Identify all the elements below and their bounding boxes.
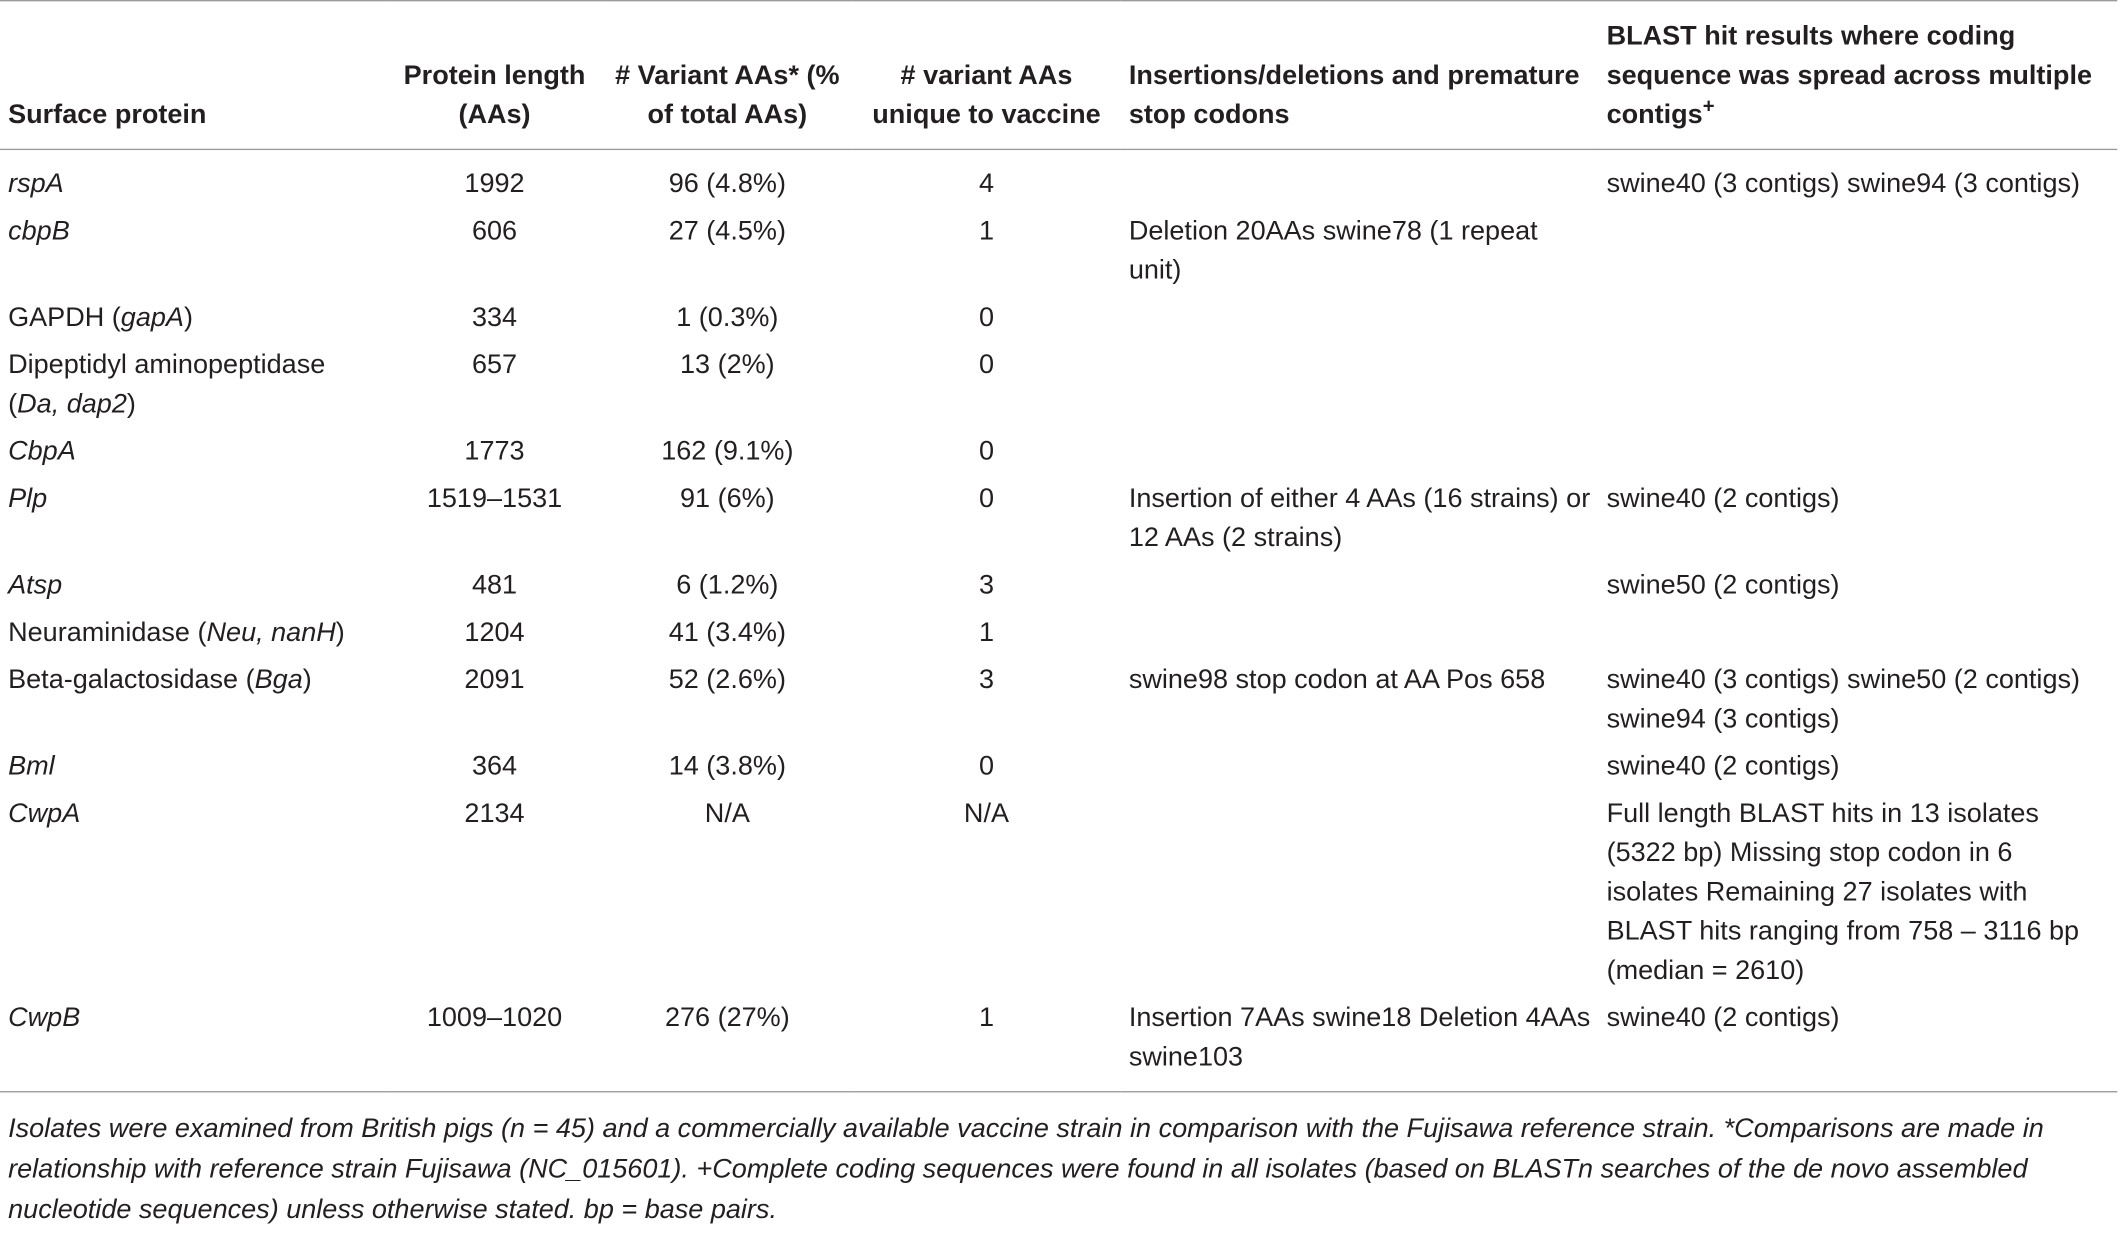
table-row (0, 342, 2117, 429)
table-row (0, 208, 2117, 295)
cell-variants: 41 (3.4%) (668, 617, 786, 648)
cell-variants: 13 (2%) (679, 350, 775, 380)
cell-blast: Full length BLAST hits in 13 isolates (5322 bp) Missing stop codon in 6 isolates Remaining 27 isolates with BLAST hits ranging from 758 – 3116 bp (median = 2610) (1606, 799, 2080, 986)
cell-length: 2091 (464, 665, 525, 695)
table-row (0, 476, 2117, 563)
cell-length: 2134 (464, 799, 525, 829)
cell-name: Dipeptidyl aminopeptidase (Da, dap2) (8, 350, 326, 420)
cell-indels: Insertion of either 4 AAs (16 strains) or 12 AAs (2 strains) (1128, 484, 1591, 553)
cell-name: Atsp (8, 570, 63, 601)
cell-unique: 0 (978, 484, 994, 514)
cell-variants: 1 (0.3%) (676, 302, 779, 333)
cell-name: Bml (8, 751, 55, 782)
header-blast-marker: + (1702, 95, 1715, 119)
header-unique-to-vaccine: # variant AAs unique to vaccine (852, 1, 1120, 150)
cell-length: 1992 (464, 169, 525, 199)
cell-name: CwpB (0, 995, 387, 1092)
cell-variants: 6 (1.2%) (676, 570, 779, 601)
table-row (0, 295, 2117, 342)
cell-length: 606 (471, 216, 518, 247)
cell-blast (1598, 429, 2117, 476)
cell-unique: 1 (978, 216, 994, 247)
cell-unique: 0 (978, 350, 994, 380)
cell-length: 657 (471, 350, 518, 380)
cell-length: 1009–1020 (387, 995, 603, 1092)
header-surface-protein: Surface protein (0, 1, 387, 150)
cell-unique: 1 (978, 617, 994, 648)
header-blast (1598, 1, 2117, 150)
cell-blast (1598, 610, 2117, 657)
cell-length: 334 (471, 302, 518, 333)
cell-blast: swine40 (2 contigs) (1606, 751, 1840, 782)
cell-unique: 0 (978, 436, 994, 467)
header-variant-aas: # Variant AAs* (% of total AAs) (602, 1, 852, 150)
cell-length: 364 (471, 751, 518, 782)
cell-indels: Deletion 20AAs swine78 (1 repeat unit) (1128, 216, 1538, 286)
cell-variants: 91 (6%) (679, 484, 775, 514)
cell-blast: swine40 (3 contigs) swine94 (3 contigs) (1606, 169, 2081, 199)
header-blast-text: BLAST hit results where coding sequence was spread across multiple contigs (1606, 21, 2093, 130)
table-row (0, 995, 2117, 1092)
cell-unique: 1 (852, 995, 1120, 1092)
cell-indels (1121, 562, 1599, 609)
cell-unique: 3 (978, 665, 994, 695)
table-row (0, 744, 2117, 791)
cell-length: 1519–1531 (426, 484, 563, 514)
cell-variants: 276 (27%) (602, 995, 852, 1092)
cell-indels (1121, 149, 1599, 208)
cell-blast: swine40 (3 contigs) swine50 (2 contigs) swine94 (3 contigs) (1606, 665, 2081, 735)
header-protein-length: Protein length (AAs) (387, 1, 603, 150)
cell-name: CwpA (8, 799, 81, 829)
header-row (0, 1, 2117, 150)
table-row (0, 791, 2117, 995)
table-row (0, 562, 2117, 609)
cell-variants: 162 (9.1%) (661, 436, 794, 467)
cell-blast: swine50 (2 contigs) (1606, 570, 1840, 601)
table-row (0, 610, 2117, 657)
cell-blast (1598, 208, 2117, 295)
cell-name: cbpB (8, 216, 70, 247)
cell-unique: 3 (978, 570, 994, 601)
cell-variants: N/A (704, 799, 750, 829)
cell-indels (1121, 429, 1599, 476)
cell-blast: swine40 (2 contigs) (1606, 484, 1840, 514)
cell-variants: 52 (2.6%) (668, 665, 786, 695)
cell-variants: 27 (4.5%) (668, 216, 786, 247)
table-row (0, 149, 2117, 208)
table-footnote: Isolates were examined from British pigs (n = 45) and a commercially available vaccine strain in comparison with the Fujisawa reference strain. *Comparisons are made in relationship with reference strain Fujisawa (NC_015601). +Complete coding sequences were found in all isolates (based on BLASTn searches of the de novo assembled nucleotide sequences) unless otherwise stated. bp = base pairs. (8, 1114, 2044, 1225)
cell-variants: 96 (4.8%) (668, 169, 786, 199)
table-row (0, 657, 2117, 744)
cell-name: Neuraminidase (Neu, nanH) (8, 617, 345, 648)
cell-blast (1598, 342, 2117, 429)
cell-name: Beta-galactosidase (Bga) (8, 665, 312, 695)
cell-indels: Insertion 7AAs swine18 Deletion 4AAs swine103 (1121, 995, 1599, 1092)
cell-name: CbpA (8, 436, 76, 467)
cell-indels (1121, 295, 1599, 342)
cell-unique: 0 (978, 302, 994, 333)
cell-indels: swine98 stop codon at AA Pos 658 (1128, 665, 1546, 695)
cell-indels (1121, 744, 1599, 791)
table-body (0, 149, 2117, 1091)
cell-length: 481 (471, 570, 518, 601)
cell-length: 1204 (464, 617, 525, 648)
cell-name: Plp (8, 484, 48, 514)
cell-length: 1773 (464, 436, 525, 467)
cell-indels (1121, 342, 1599, 429)
cell-indels (1121, 791, 1599, 995)
cell-unique: 0 (978, 751, 994, 782)
cell-name: rspA (8, 169, 64, 199)
cell-blast: swine40 (2 contigs) (1598, 995, 2117, 1092)
cell-variants: 14 (3.8%) (668, 751, 786, 782)
cell-unique: N/A (963, 799, 1010, 829)
cell-indels (1121, 610, 1599, 657)
header-indels: Insertions/deletions and premature stop codons (1121, 1, 1599, 150)
cell-unique: 4 (978, 169, 994, 199)
cell-blast (1598, 295, 2117, 342)
table-row (0, 429, 2117, 476)
cell-name: GAPDH (gapA) (8, 302, 193, 333)
